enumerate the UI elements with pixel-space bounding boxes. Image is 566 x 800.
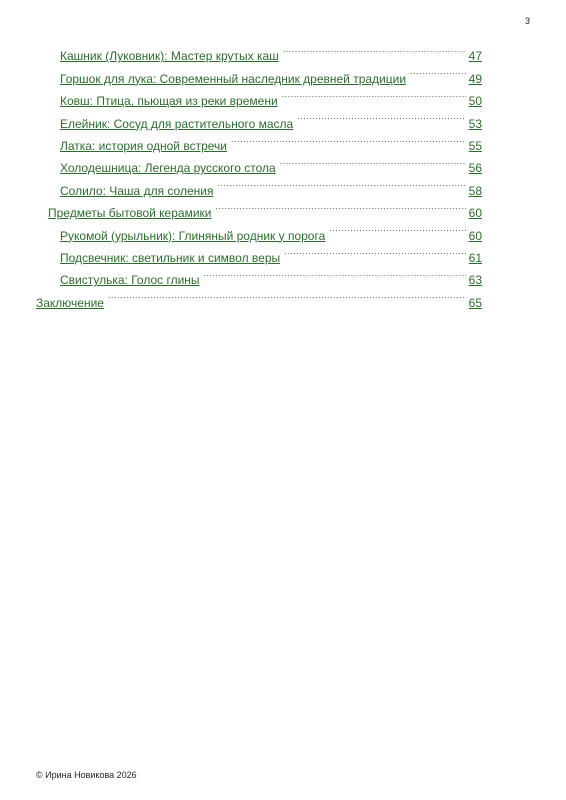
toc-dot-leader [283,38,466,60]
toc-entry-page: 53 [468,116,482,131]
toc-entry-title: Холодешница: Легенда русского стола [60,161,276,176]
toc-entry-page: 49 [468,71,482,86]
toc-entry-title: Елейник: Сосуд для растительного масла [60,116,294,131]
toc-entry-page: 58 [468,183,482,198]
toc-dot-leader [216,195,466,217]
toc-entry-kashnik[interactable] [36,38,482,64]
toc-entry-page: 56 [468,161,482,176]
toc-entry-title: Солило: Чаша для соления [60,183,214,198]
toc-entry-page: 61 [468,250,482,265]
toc-entry-title: Кашник (Луковник): Мастер крутых каш [60,49,279,64]
toc-entry-title: Заключение [36,295,104,310]
toc-entry-page: 60 [468,206,482,221]
toc-dot-leader [280,150,466,172]
toc-entry-page: 50 [468,94,482,109]
toc-entry-page: 65 [468,295,482,310]
toc-dot-leader [410,60,466,82]
toc-entry-title: Горшок для лука: Современный наследник древней традиции [60,71,407,86]
toc-entry-title: Подсвечник: светильник и символ веры [60,250,281,265]
toc-dot-leader [108,284,466,306]
toc-entry-title: Латка: история одной встречи [60,138,227,153]
toc-entry-page: 47 [468,49,482,64]
footer-copyright: © Ирина Новикова 2026 [36,770,137,780]
page-number: 3 [524,16,530,26]
toc-dot-leader [217,172,465,194]
toc-dot-leader [284,240,466,262]
toc-entry-page: 55 [468,138,482,153]
toc-entry-title: Ковш: Птица, пьющая из реки времени [60,94,278,109]
toc-entry-title: Свистулька: Голос глины [60,273,200,288]
table-of-contents [36,38,482,310]
toc-dot-leader [282,83,466,105]
toc-dot-leader [329,217,465,239]
toc-entry-title: Рукомой (урыльник): Глиняный родник у порога [60,228,326,243]
toc-dot-leader [231,128,466,150]
toc-entry-page: 63 [468,273,482,288]
toc-dot-leader [204,262,466,284]
toc-dot-leader [297,105,465,127]
toc-entry-page: 60 [468,228,482,243]
toc-entry-title: Предметы бытовой керамики [48,206,212,221]
